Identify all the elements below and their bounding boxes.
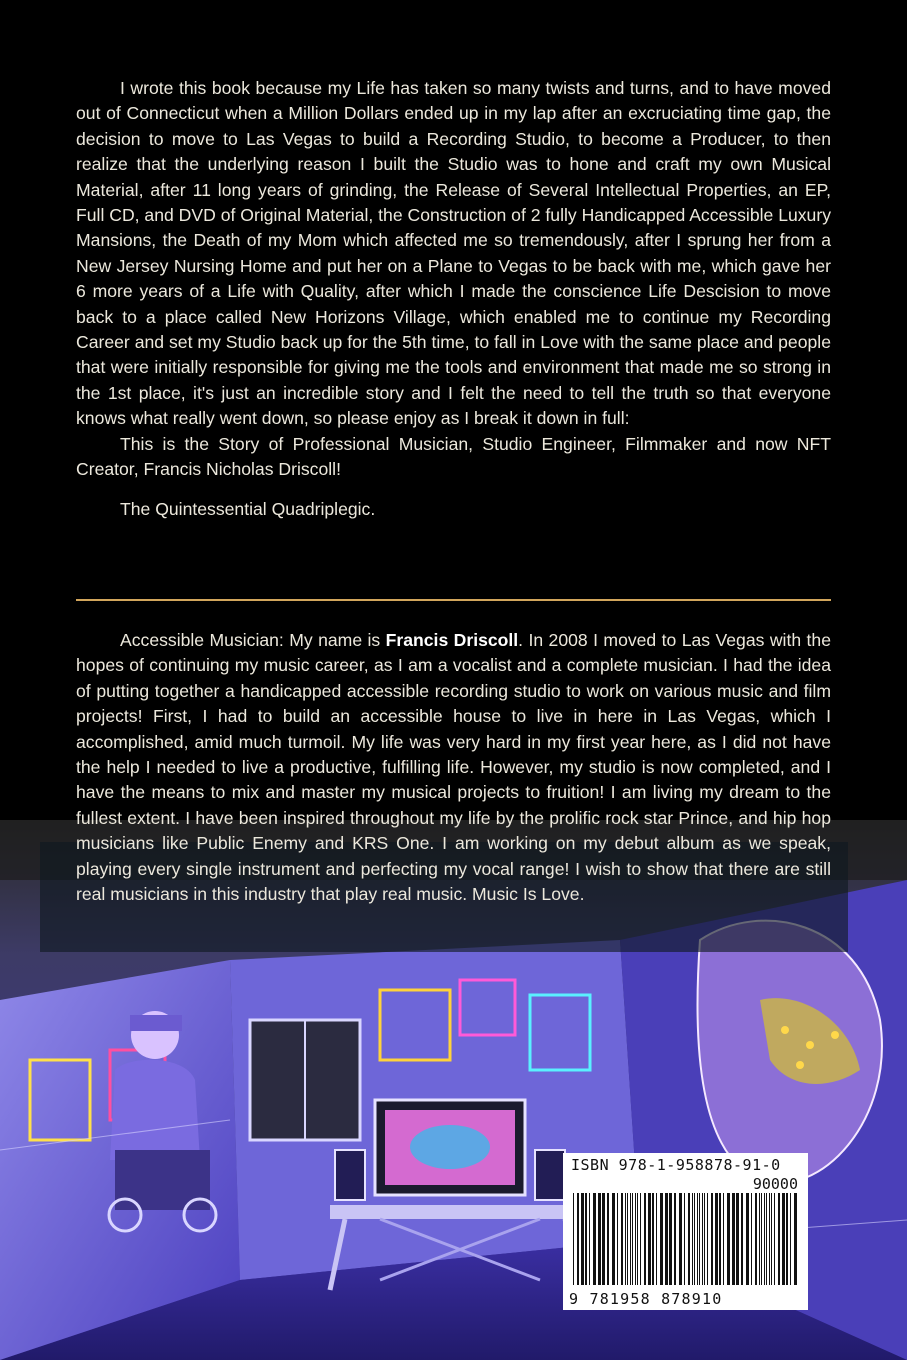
barcode-bar: [794, 1193, 797, 1285]
barcode-bar: [688, 1193, 690, 1285]
barcode-bar: [656, 1193, 657, 1285]
barcode-bar: [627, 1193, 628, 1285]
barcode-bar: [665, 1193, 668, 1285]
barcode-bar: [697, 1193, 698, 1285]
bio-section: [76, 628, 831, 907]
barcode-bar: [648, 1193, 651, 1285]
isbn-barcode: [563, 1153, 808, 1310]
barcode-bar: [674, 1193, 676, 1285]
barcode-bar: [769, 1193, 770, 1285]
barcode-bar: [727, 1193, 730, 1285]
barcode-bar: [771, 1193, 772, 1285]
barcode-bar: [630, 1193, 631, 1285]
barcode-bar: [632, 1193, 633, 1285]
barcode-bar: [711, 1193, 713, 1285]
barcode-bar: [759, 1193, 760, 1285]
price-code: 90000: [752, 1175, 798, 1193]
barcode-bar: [593, 1193, 596, 1285]
barcode-bar: [782, 1193, 785, 1285]
barcode-bar: [660, 1193, 663, 1285]
barcode-bar: [637, 1193, 638, 1285]
ean-digits: 9 781958 878910: [569, 1290, 723, 1308]
barcode-bar: [790, 1193, 791, 1285]
barcode-bar: [715, 1193, 718, 1285]
barcode-bar: [723, 1193, 724, 1285]
bio-lead: Accessible Musician: My name is: [120, 630, 386, 650]
barcode-bar: [652, 1193, 654, 1285]
barcode-bar: [598, 1193, 601, 1285]
bio-paragraph: [76, 628, 831, 907]
intro-section: [76, 76, 831, 522]
barcode-bar: [581, 1193, 584, 1285]
barcode-bar: [577, 1193, 579, 1285]
barcode-bar: [774, 1193, 775, 1285]
barcode-bar: [607, 1193, 609, 1285]
barcode-bar: [635, 1193, 636, 1285]
barcode-bar: [755, 1193, 757, 1285]
barcode-bar: [679, 1193, 682, 1285]
barcode-bar: [612, 1193, 615, 1285]
intro-paragraph-2: This is the Story of Professional Musician, Studio Engineer, Filmmaker and now NFT Creator, Francis Nicholas Driscoll!: [76, 433, 831, 480]
barcode-bar: [761, 1193, 762, 1285]
intro-closing-line: The Quintessential Quadriplegic.: [120, 498, 376, 519]
barcode-bar: [746, 1193, 749, 1285]
section-divider: [76, 599, 831, 601]
barcode-bar: [736, 1193, 739, 1285]
barcode-bar: [778, 1193, 780, 1285]
barcode-bar: [786, 1193, 788, 1285]
barcode-bar: [741, 1193, 743, 1285]
barcode-bar: [751, 1193, 752, 1285]
author-name: Francis Driscoll: [385, 630, 519, 650]
barcode-bar: [764, 1193, 765, 1285]
barcode-bar: [669, 1193, 672, 1285]
barcode-bar: [644, 1193, 646, 1285]
isbn-label: ISBN 978-1-958878-91-0: [571, 1156, 781, 1174]
barcode-bar: [692, 1193, 693, 1285]
barcode-bar: [621, 1193, 623, 1285]
barcode-bars: [571, 1193, 800, 1285]
barcode-bar: [766, 1193, 767, 1285]
barcode-bar: [573, 1193, 574, 1285]
barcode-bar: [589, 1193, 590, 1285]
barcode-bar: [617, 1193, 618, 1285]
barcode-bar: [585, 1193, 587, 1285]
barcode-bar: [640, 1193, 641, 1285]
barcode-bar: [702, 1193, 703, 1285]
barcode-bar: [694, 1193, 695, 1285]
bio-body: . In 2008 I moved to Las Vegas with the hopes of continuing my music career, as I am a vocalist and a complete musician. I had the idea of putting together a handicapped accessible recording studio to work on various music and film projects! First, I had to build an accessible house to live in here in Las Vegas, which I accomplished, amid much turmoil. My life was very hard in my first year here, as I did not have the help I needed to live a productive, fulfilling life. However, my studio is now completed, and I have the means to mix and master my musical projects to fruition! I am living my dream to the fullest extent. I have been inspired throughout my life by the prolific rock star Prince, and hip hop musicians like Public Enemy and KRS One. I am working on my debut album as we speak, playing every single instrument and perfecting my vocal range! I wish to show that there are still real musicians in this industry that play real music. Music Is Love.: [76, 630, 831, 905]
barcode-bar: [699, 1193, 700, 1285]
barcode-bar: [625, 1193, 626, 1285]
barcode-bar: [684, 1193, 685, 1285]
barcode-bar: [602, 1193, 605, 1285]
barcode-bar: [719, 1193, 721, 1285]
barcode-bar: [704, 1193, 705, 1285]
barcode-bar: [707, 1193, 708, 1285]
intro-paragraph: I wrote this book because my Life has taken so many twists and turns, and to have moved out of Connecticut when a Million Dollars ended up in my lap after an excruciating time gap, the decision to move to Las Vegas to build a Recording Studio, to become a Producer, to then realize that the underlying reason I built the Studio was to hone and craft my own Musical Material, after 11 long years of grinding, the Release of Several Intellectual Properties, an EP, Full CD, and DVD of Original Material, the Construction of 2 fully Handicapped Accessible Luxury Mansions, the Death of my Mom which affected me so tremendously, after I sprung her from a New Jersey Nursing Home and put her on a Plane to Vegas to be back with me, which gave her 6 more years of a Life with Quality, after which I made the conscience Life Descision to move back to a place called New Horizons Village, which enabled me to continue my Recording Career and set my Studio back up for the 5th time, to fall in Love with the same place and people that were initially responsible for giving me the tools and environment that made me so strong in the 1st place, it's just an incredible story and I felt the need to tell the truth so that everyone knows what really went down, so please enjoy as I break it down in full:: [76, 78, 831, 429]
barcode-bar: [732, 1193, 735, 1285]
